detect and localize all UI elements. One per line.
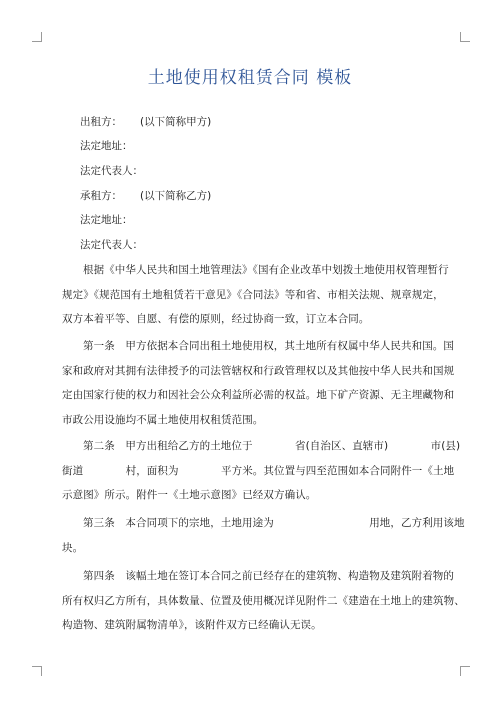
lessor-representative-field	[80, 164, 143, 178]
text-line: 根据《中华人民共和国土地管理法》《国有企业改革中划拨土地使用权管理暂行	[83, 264, 449, 276]
text-line: 构造物、建筑附属物清单》，该附件双方已经确认无误。	[62, 619, 322, 631]
text-line: 家和政府对其拥有法律授予的司法管辖权和行政管理权以及其他按中华人民共和国规	[62, 364, 455, 377]
text-line: 所有权归乙方所有，具体数量、位置及使用概况详见附件二《建造在土地上的建筑物、	[62, 594, 465, 607]
lessee-field	[80, 189, 212, 203]
text-line: 第三条 本合同项下的宗地，土地用途为 用地，乙方利用该地	[83, 517, 465, 529]
text-line: 第二条 甲方出租给乙方的土地位于 省(自治区、直辖市) 市(县)	[83, 440, 461, 452]
text-line: 示意图》所示。附件一《土地示意图》已经双方确认。	[62, 489, 317, 501]
text-line: 双方本着平等、自愿、有偿的原则，经过协商一致，订立本合同。	[62, 313, 370, 325]
text-line: 规定》《规范国有土地租赁若干意见》《合同法》等和省、市相关法规、规章规定，	[62, 288, 444, 301]
field-label: 法定代表人：	[80, 239, 143, 251]
text-line: 街道 村，面积为 平方米。其位置与四至范围如本合同附件一《土地	[62, 464, 455, 477]
field-label: 法定地址：	[80, 214, 133, 226]
text-line: 市政公用设施均不属土地使用权租赁范围。	[62, 413, 264, 426]
page-corner-mark-top-left	[32, 32, 42, 42]
lessor-address-field	[80, 139, 133, 153]
article-2-paragraph	[62, 434, 461, 508]
field-note: (以下简称乙方)	[140, 190, 212, 202]
text-line: 块。	[62, 541, 84, 554]
field-label: 承租方：	[80, 190, 122, 202]
article-1-paragraph	[62, 334, 455, 432]
preamble-paragraph	[62, 258, 449, 332]
article-4-paragraph	[62, 564, 465, 638]
text-line: 第一条 甲方依据本合同出租土地使用权，其土地所有权属中华人民共和国。国	[83, 340, 454, 352]
text-line: 定由国家行使的权力和因社会公众利益所必需的权益。地下矿产资源、无主埋藏物和	[62, 389, 455, 401]
text-line: 第四条 该幅土地在签订本合同之前已经存在的建筑物、构造物及建筑附着物的	[83, 570, 454, 582]
field-label: 法定地址：	[80, 140, 133, 152]
field-note: (以下简称甲方)	[140, 116, 212, 128]
page-corner-mark-bottom-right	[460, 666, 470, 676]
lessor-field	[80, 115, 212, 129]
field-label: 出租方：	[80, 116, 122, 128]
lessee-address-field	[80, 213, 133, 227]
document-title: 土地使用权租赁合同 模板	[147, 68, 353, 88]
lessee-representative-field	[80, 238, 143, 252]
page-corner-mark-bottom-left	[32, 666, 42, 676]
article-3-paragraph	[62, 511, 465, 560]
page-corner-mark-top-right	[460, 32, 470, 42]
field-label: 法定代表人：	[80, 165, 143, 177]
